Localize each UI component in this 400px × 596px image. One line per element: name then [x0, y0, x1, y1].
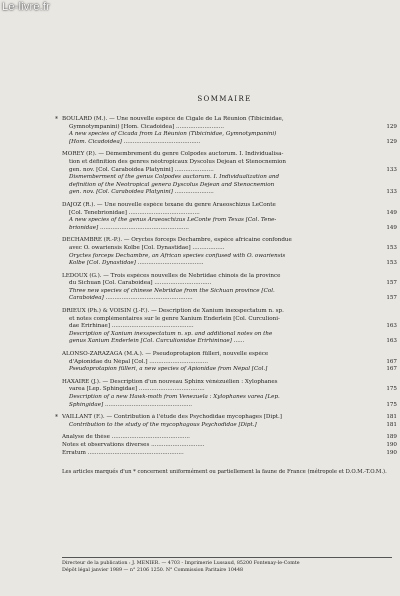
page-number: 175	[386, 386, 397, 393]
toc-line	[62, 159, 397, 167]
toc-line-text: Description of Xanium inexspectatum n. sp. and additional notes on the	[69, 330, 273, 337]
toc-line-text: du Sichuan [Col. Caraboidea] ................................	[69, 280, 212, 287]
toc-entry	[62, 379, 397, 409]
table-of-contents	[55, 95, 397, 595]
toc-line-text: A new species of the genus Araeoschizus LeConte from Texas [Col. Tene-	[69, 217, 277, 224]
page-number: 149	[386, 224, 397, 231]
toc-line	[62, 280, 397, 288]
toc-line-text: Caraboidea] .................................................	[69, 295, 193, 302]
toc-line	[62, 116, 397, 124]
toc-line-text: varea [Lep. Sphingidae] .....................................	[69, 386, 205, 393]
toc-line-text: [Col. Tenebrionidae] ........................................	[69, 209, 200, 216]
toc-line	[62, 225, 397, 233]
toc-line	[62, 338, 397, 346]
page-number: 190	[386, 441, 397, 448]
toc-line	[62, 260, 397, 268]
toc-line-text: DAJOZ (R.). — Une nouvelle espèce texane du genre Araeoschizus LeConte	[62, 201, 276, 208]
toc-line	[62, 253, 397, 261]
toc-entry	[62, 308, 397, 346]
toc-line	[62, 210, 397, 218]
toc-line	[62, 167, 397, 175]
toc-line	[62, 414, 397, 422]
toc-line-text: Sphingidae] .................................................	[69, 401, 193, 408]
toc-line-text: Description of a new Hawk-moth from Venezuela : Xylophanes varea [Lep.	[69, 394, 280, 400]
toc-line	[62, 331, 397, 339]
page-number: 167	[386, 358, 397, 365]
toc-line	[62, 366, 397, 374]
toc-line-text: Pseudoprotapion fülleri, a new species of Apionidae from Népal [Col.]	[69, 366, 268, 373]
footnote: Les articles marqués d'un * concernent uniformément ou partiellement la faune de France (métropole et D.O.M.-T.O.M.).	[62, 469, 387, 476]
toc-line-text: gen. nov. [Col. Caraboidea Platynini] ......................	[69, 166, 214, 173]
toc-entry	[62, 273, 397, 303]
toc-line	[62, 131, 397, 139]
toc-line-text: LEDOUX (G.). — Trois espèces nouvelles de Nebriidae chinois de la province	[62, 272, 281, 279]
toc-entry	[55, 116, 397, 146]
footer-line: Dépôt légal janvier 1989 — n° 2106 1250. N° Commission Paritaire 10448	[62, 567, 244, 573]
toc-line	[62, 386, 397, 394]
toc-line-text: brionidae] ..................................................	[69, 224, 189, 231]
page-number: 129	[386, 138, 397, 145]
misc-list	[62, 434, 397, 457]
france-fauna-marker: *	[55, 414, 58, 422]
toc-line-text: et notes complémentaires sur le genre Xanium Enderlein [Col. Curculioni-	[69, 315, 280, 322]
toc-line-text: Gymnotympanini) [Hom. Cicadoidea] ...........................	[69, 123, 225, 130]
page-number: 133	[386, 189, 397, 196]
toc-line-text: tion et définition des genres néotropicaux Dyscolus Dejean et Stenocnemion	[69, 158, 286, 165]
toc-entry	[62, 237, 397, 267]
toc-line-text: Dismemberment of the genus Colpodes auctorum. I. Individualization and	[69, 174, 280, 181]
toc-line	[62, 394, 397, 402]
toc-line	[62, 351, 397, 359]
toc-line	[62, 434, 397, 442]
page-number: 163	[386, 323, 397, 330]
toc-line	[62, 359, 397, 367]
page-number: 157	[386, 295, 397, 302]
page-number: 133	[386, 166, 397, 173]
page-number: 189	[386, 434, 397, 441]
toc-line	[62, 316, 397, 324]
toc-entry	[62, 151, 397, 197]
toc-line-text: d'Apionidae du Népal [Col.] .................................	[69, 358, 208, 365]
toc-line	[62, 237, 397, 245]
watermark-logo: Le-livre.fr	[2, 1, 51, 13]
toc-line-text: [Hom. Cicadoidea] ...........................................	[69, 138, 201, 145]
toc-line	[62, 174, 397, 182]
toc-line-text: dae Erirhinae] ..............................................	[69, 323, 194, 330]
toc-line-text: Three new species of chinese Nebriidae from the Sichuan province [Col.	[69, 287, 275, 294]
page-number: 181	[386, 414, 397, 421]
page-number: 129	[386, 123, 397, 130]
page-number: 175	[386, 401, 397, 408]
toc-line-text: Contribution to the study of the mycophagous Psychodidae [Dipt.]	[69, 421, 257, 428]
toc-line-text: ALONSO-ZARAZAGA (M.A.). — Pseudoprotapion fülleri, nouvelle espèce	[62, 351, 269, 358]
toc-line-text: HAXAIRE (J.). — Description d'un nouveau Sphinx vénézuélien : Xylophanes	[62, 378, 278, 385]
page-number: 181	[386, 421, 397, 428]
publication-footer	[62, 557, 392, 574]
toc-line	[62, 151, 397, 159]
toc-line	[62, 217, 397, 225]
page-number: 149	[386, 209, 397, 216]
page-number: 190	[386, 449, 397, 456]
entries-list	[55, 116, 397, 429]
toc-line-text: Kolbe [Col. Dynastidae] .....................................	[69, 260, 204, 267]
france-fauna-marker: *	[55, 116, 58, 123]
toc-line	[62, 273, 397, 281]
toc-line	[62, 189, 397, 197]
toc-line-text: Analyse de thèse ............................................	[62, 434, 190, 441]
toc-line	[62, 245, 397, 253]
toc-line	[62, 308, 397, 316]
toc-line	[62, 379, 397, 387]
toc-line-text: VAILLANT (F.). — Contribution à l'étude des Psychodidae mycophages [Dipt.]	[62, 414, 282, 421]
toc-line-text: genus Xanium Enderlein [Col. Curculionidae Erirhininae] ......	[69, 338, 245, 345]
page-number: 153	[386, 244, 397, 251]
toc-line	[62, 202, 397, 210]
toc-entry	[62, 202, 397, 232]
toc-line-text: Oryctes forceps Dechambre, an African species confused with O. owariensis	[69, 252, 286, 259]
page-number: 163	[386, 338, 397, 345]
toc-line	[62, 402, 397, 410]
toc-line	[62, 323, 397, 331]
toc-line-text: DECHAMBRE (R.-P.). — Oryctes forceps Dechambre, espèce africaine confondue	[62, 237, 292, 244]
toc-line	[62, 182, 397, 190]
toc-line-text: definition of the Neotropical genera Dyscolus Dejean and Stenocnemion	[69, 181, 275, 188]
toc-line	[62, 422, 397, 430]
toc-line	[62, 288, 397, 296]
toc-line	[62, 124, 397, 132]
toc-line	[62, 450, 397, 458]
toc-line-text: Notes et observations diverses ..............................	[62, 441, 205, 448]
toc-line	[62, 139, 397, 147]
page-number: 157	[386, 280, 397, 287]
toc-entry	[55, 414, 397, 429]
footer-line: Directeur de la publication : J. MENIER. — 4703 - Imprimerie Lussaud, 85200 Fontenay-le-Comte	[62, 561, 300, 566]
toc-line-text: BOULARD (M.). — Une nouvelle espèce de Cigale de La Réunion (Tibicinidae,	[62, 116, 284, 122]
toc-line	[62, 295, 397, 303]
toc-entry	[62, 351, 397, 374]
toc-line-text: Erratum ......................................................	[62, 449, 184, 456]
toc-line-text: gen. nov. [Col. Caraboidea Platynini] ......................	[69, 189, 214, 196]
toc-line-text: DRIEUX (Ph.) & VOISIN (J.-F.). — Description de Xanium inexspectatum n. sp.	[62, 308, 284, 315]
page-number: 153	[386, 260, 397, 267]
toc-line	[62, 442, 397, 450]
toc-line-text: MOREY (P.). — Démembrement du genre Colpodes auctorum. I. Individualisa-	[62, 151, 284, 158]
page-number: 167	[386, 366, 397, 373]
page-title: SOMMAIRE	[197, 95, 252, 103]
toc-line-text: avec O. owariensis Kolbe [Col. Dynastidae] ..................	[69, 244, 225, 251]
toc-line-text: A new species of Cicada from La Réunion (Tibicinidae, Gymnotympanini)	[69, 131, 277, 138]
